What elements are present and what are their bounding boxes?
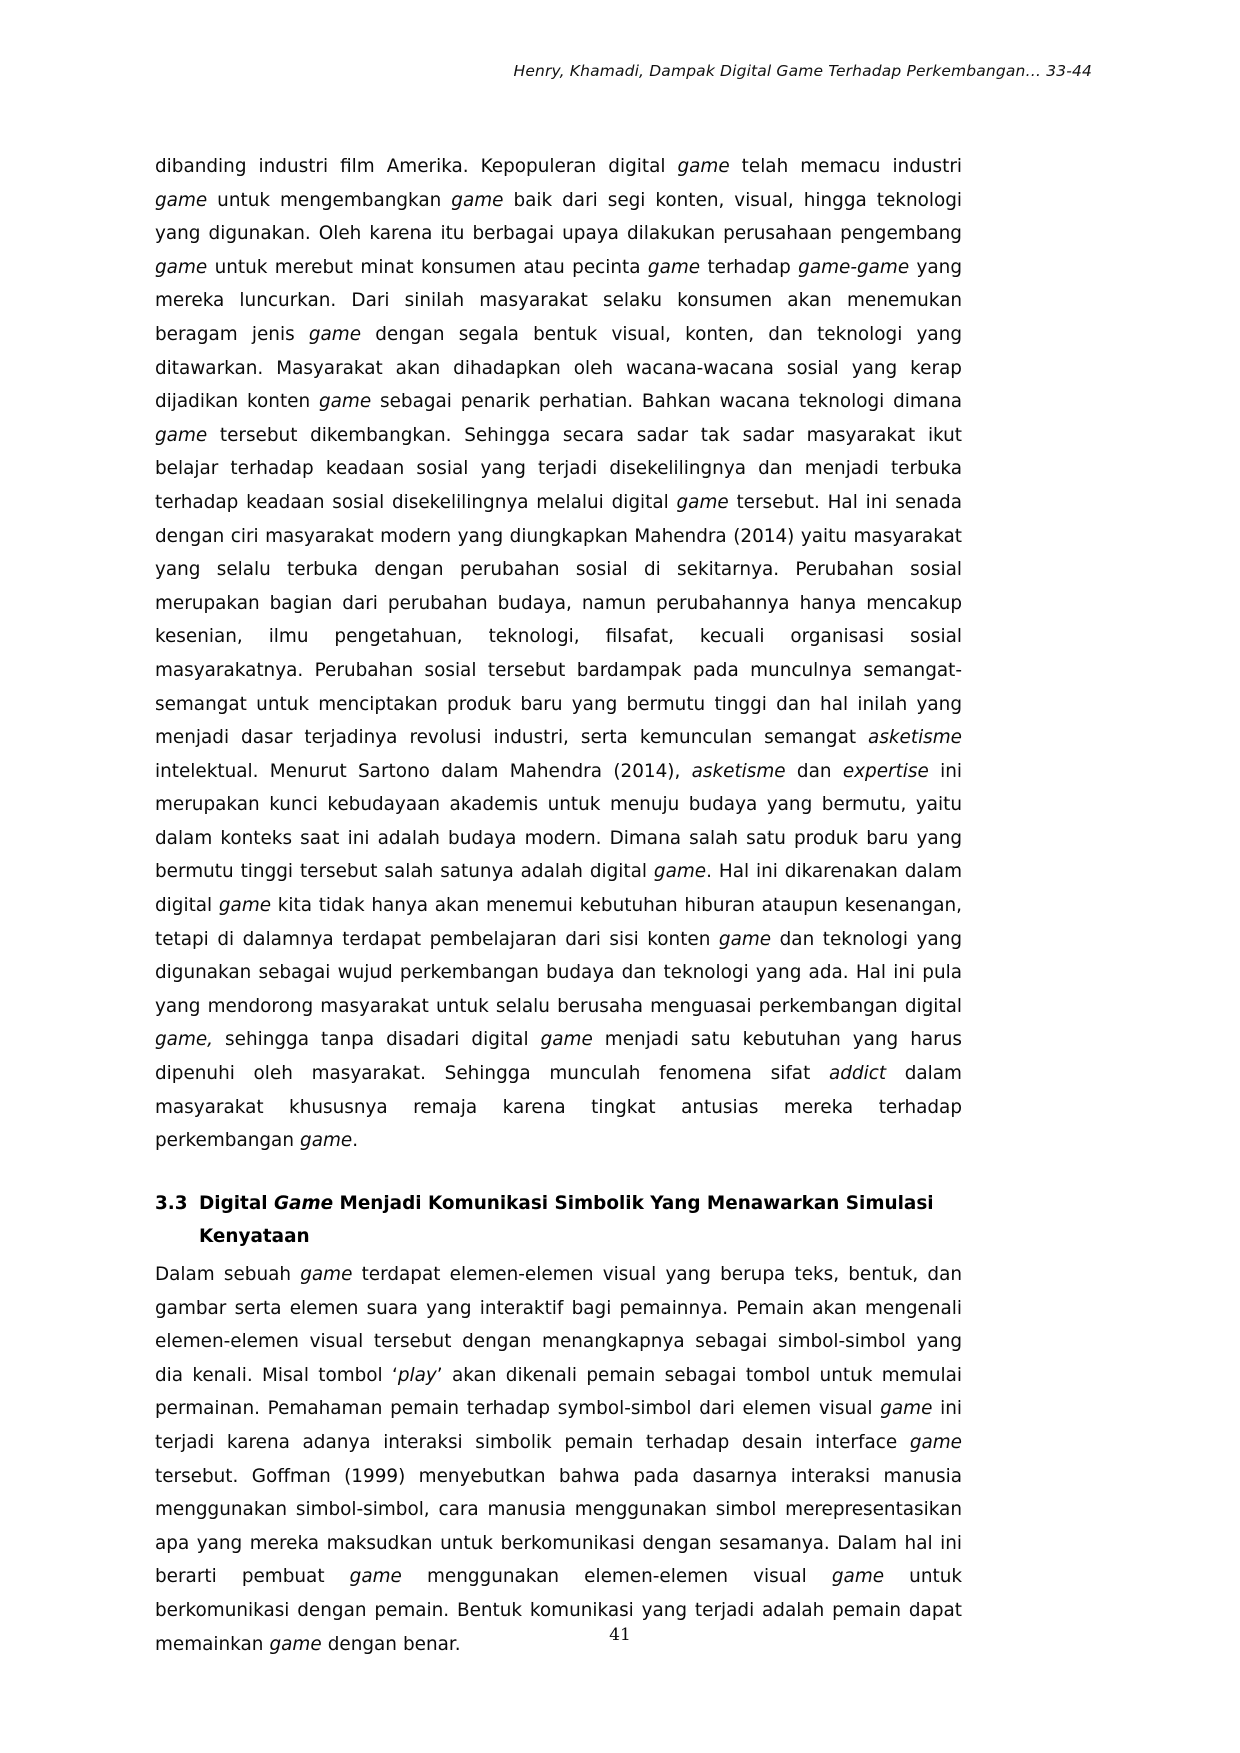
- italic-term: game: [451, 189, 504, 211]
- italic-term: game: [540, 1029, 593, 1051]
- italic-term: game: [218, 895, 272, 917]
- page-content: [155, 150, 962, 1661]
- italic-term: game: [300, 1130, 353, 1152]
- section-heading-line-2: Kenyataan: [199, 1226, 310, 1248]
- running-header: Henry, Khamadi, Dampak Digital Game Terhadap Perkembangan… 33-44: [513, 62, 1092, 80]
- section-heading-text: [199, 1187, 962, 1254]
- page-number: 41: [609, 1625, 631, 1645]
- italic-term: game: [155, 424, 208, 446]
- body-paragraph-1: dibanding industri film Amerika. Kepopuleran digital game telah memacu industri game untuk mengembangkan game baik dari segi konten, visual, hingga teknologi yang digunakan. Oleh karena itu berbagai upaya dilakukan perusahaan pengembang game untuk merebut minat konsumen atau pecinta game terhadap game-game yang mereka luncurkan. Dari sinilah masyarakat selaku konsumen akan menemukan beragam jenis game dengan segala bentuk visual, konten, dan teknologi yang ditawarkan. Masyarakat akan dihadapkan oleh wacana-wacana sosial yang kerap dijadikan konten game sebagai penarik perhatian. Bahkan wacana teknologi dimana game tersebut dikembangkan. Sehingga secara sadar tak sadar masyarakat ikut belajar terhadap keadaan sosial yang terjadi disekelilingnya dan menjadi terbuka terhadap keadaan sosial disekelilingnya melalui digital game tersebut. Hal ini senada dengan ciri masyarakat modern yang diungkapkan Mahendra (2014) yaitu masyarakat yang selalu terbuka dengan perubahan sosial di sekitarnya. Perubahan sosial merupakan bagian dari perubahan budaya, namun perubahannya hanya mencakup kesenian, ilmu pengetahuan, teknologi, filsafat, kecuali organisasi sosial masyarakatnya. Perubahan sosial tersebut bardampak pada munculnya semangat-semangat untuk menciptakan produk baru yang bermutu tinggi dan hal inilah yang menjadi dasar terjadinya revolusi industri, serta kemunculan semangat asketisme intelektual. Menurut Sartono dalam Mahendra (2014), asketisme dan expertise ini merupakan kunci kebudayaan akademis untuk menuju budaya yang bermutu, yaitu dalam konteks saat ini adalah budaya modern. Dimana salah satu produk baru yang bermutu tinggi tersebut salah satunya adalah digital game. Hal ini dikarenakan dalam digital game kita tidak hanya akan menemui kebutuhan hiburan ataupun kesenangan, tetapi di dalamnya terdapat pembelajaran dari sisi konten game dan teknologi yang digunakan sebagai wujud perkembangan budaya dan teknologi yang ada. Hal ini pula yang mendorong masyarakat untuk selalu berusaha menguasai perkembangan digital game, sehingga tanpa disadari digital game menjadi satu kebutuhan yang harus dipenuhi oleh masyarakat. Sehingga munculah fenomena sifat addict dalam masyarakat khususnya remaja karena tingkat antusias mereka terhadap perkembangan game.: [155, 156, 963, 1152]
- italic-term: game: [318, 391, 372, 413]
- italic-term: game: [831, 1566, 885, 1588]
- italic-term: game: [155, 256, 208, 278]
- italic-term: game: [308, 323, 362, 345]
- italic-term: game: [349, 1566, 402, 1588]
- italic-term: asketisme: [868, 727, 962, 749]
- italic-term: expertise: [842, 760, 929, 782]
- italic-term: game: [677, 156, 730, 177]
- italic-term: play: [397, 1364, 437, 1386]
- italic-term: game: [647, 256, 701, 278]
- body-paragraph-2: Dalam sebuah game terdapat elemen-elemen visual yang berupa teks, bentuk, dan gambar serta elemen suara yang interaktif bagi pemainnya. Pemain akan mengenali elemen-elemen visual tersebut dengan menangkapnya sebagai simbol-simbol yang dia kenali. Misal tombol ‘play’ akan dikenali pemain sebagai tombol untuk memulai permainan. Pemahaman pemain terhadap symbol-simbol dari elemen visual game ini terjadi karena adanya interaksi simbolik pemain terhadap desain interface game tersebut. Goffman (1999) menyebutkan bahwa pada dasarnya interaksi manusia menggunakan simbol-simbol, cara manusia menggunakan simbol merepresentasikan apa yang mereka maksudkan untuk berkomunikasi dengan sesamanya. Dalam hal ini berarti pembuat game menggunakan elemen-elemen visual game untuk berkomunikasi dengan pemain. Bentuk komunikasi yang terjadi adalah pemain dapat memainkan game dengan benar.: [155, 1264, 963, 1655]
- italic-term: addict: [828, 1063, 887, 1085]
- section-heading-number: 3.3: [155, 1192, 188, 1214]
- italic-term: game: [880, 1398, 933, 1420]
- italic-term: asketisme: [691, 760, 786, 782]
- section-heading-3-3: [155, 1187, 962, 1254]
- italic-term: game: [909, 1431, 962, 1453]
- italic-term: game: [269, 1633, 322, 1655]
- italic-term: game,: [155, 1029, 214, 1051]
- section-heading-line-1: Digital Game Menjadi Komunikasi Simbolik Yang Menawarkan Simulasi: [199, 1192, 934, 1214]
- italic-term: game: [653, 861, 707, 883]
- italic-term: game: [155, 189, 208, 211]
- italic-term: game: [676, 491, 729, 513]
- italic-term: Game: [273, 1192, 334, 1214]
- italic-term: game-game: [798, 256, 910, 278]
- italic-term: game: [300, 1264, 353, 1285]
- italic-term: game: [718, 928, 772, 950]
